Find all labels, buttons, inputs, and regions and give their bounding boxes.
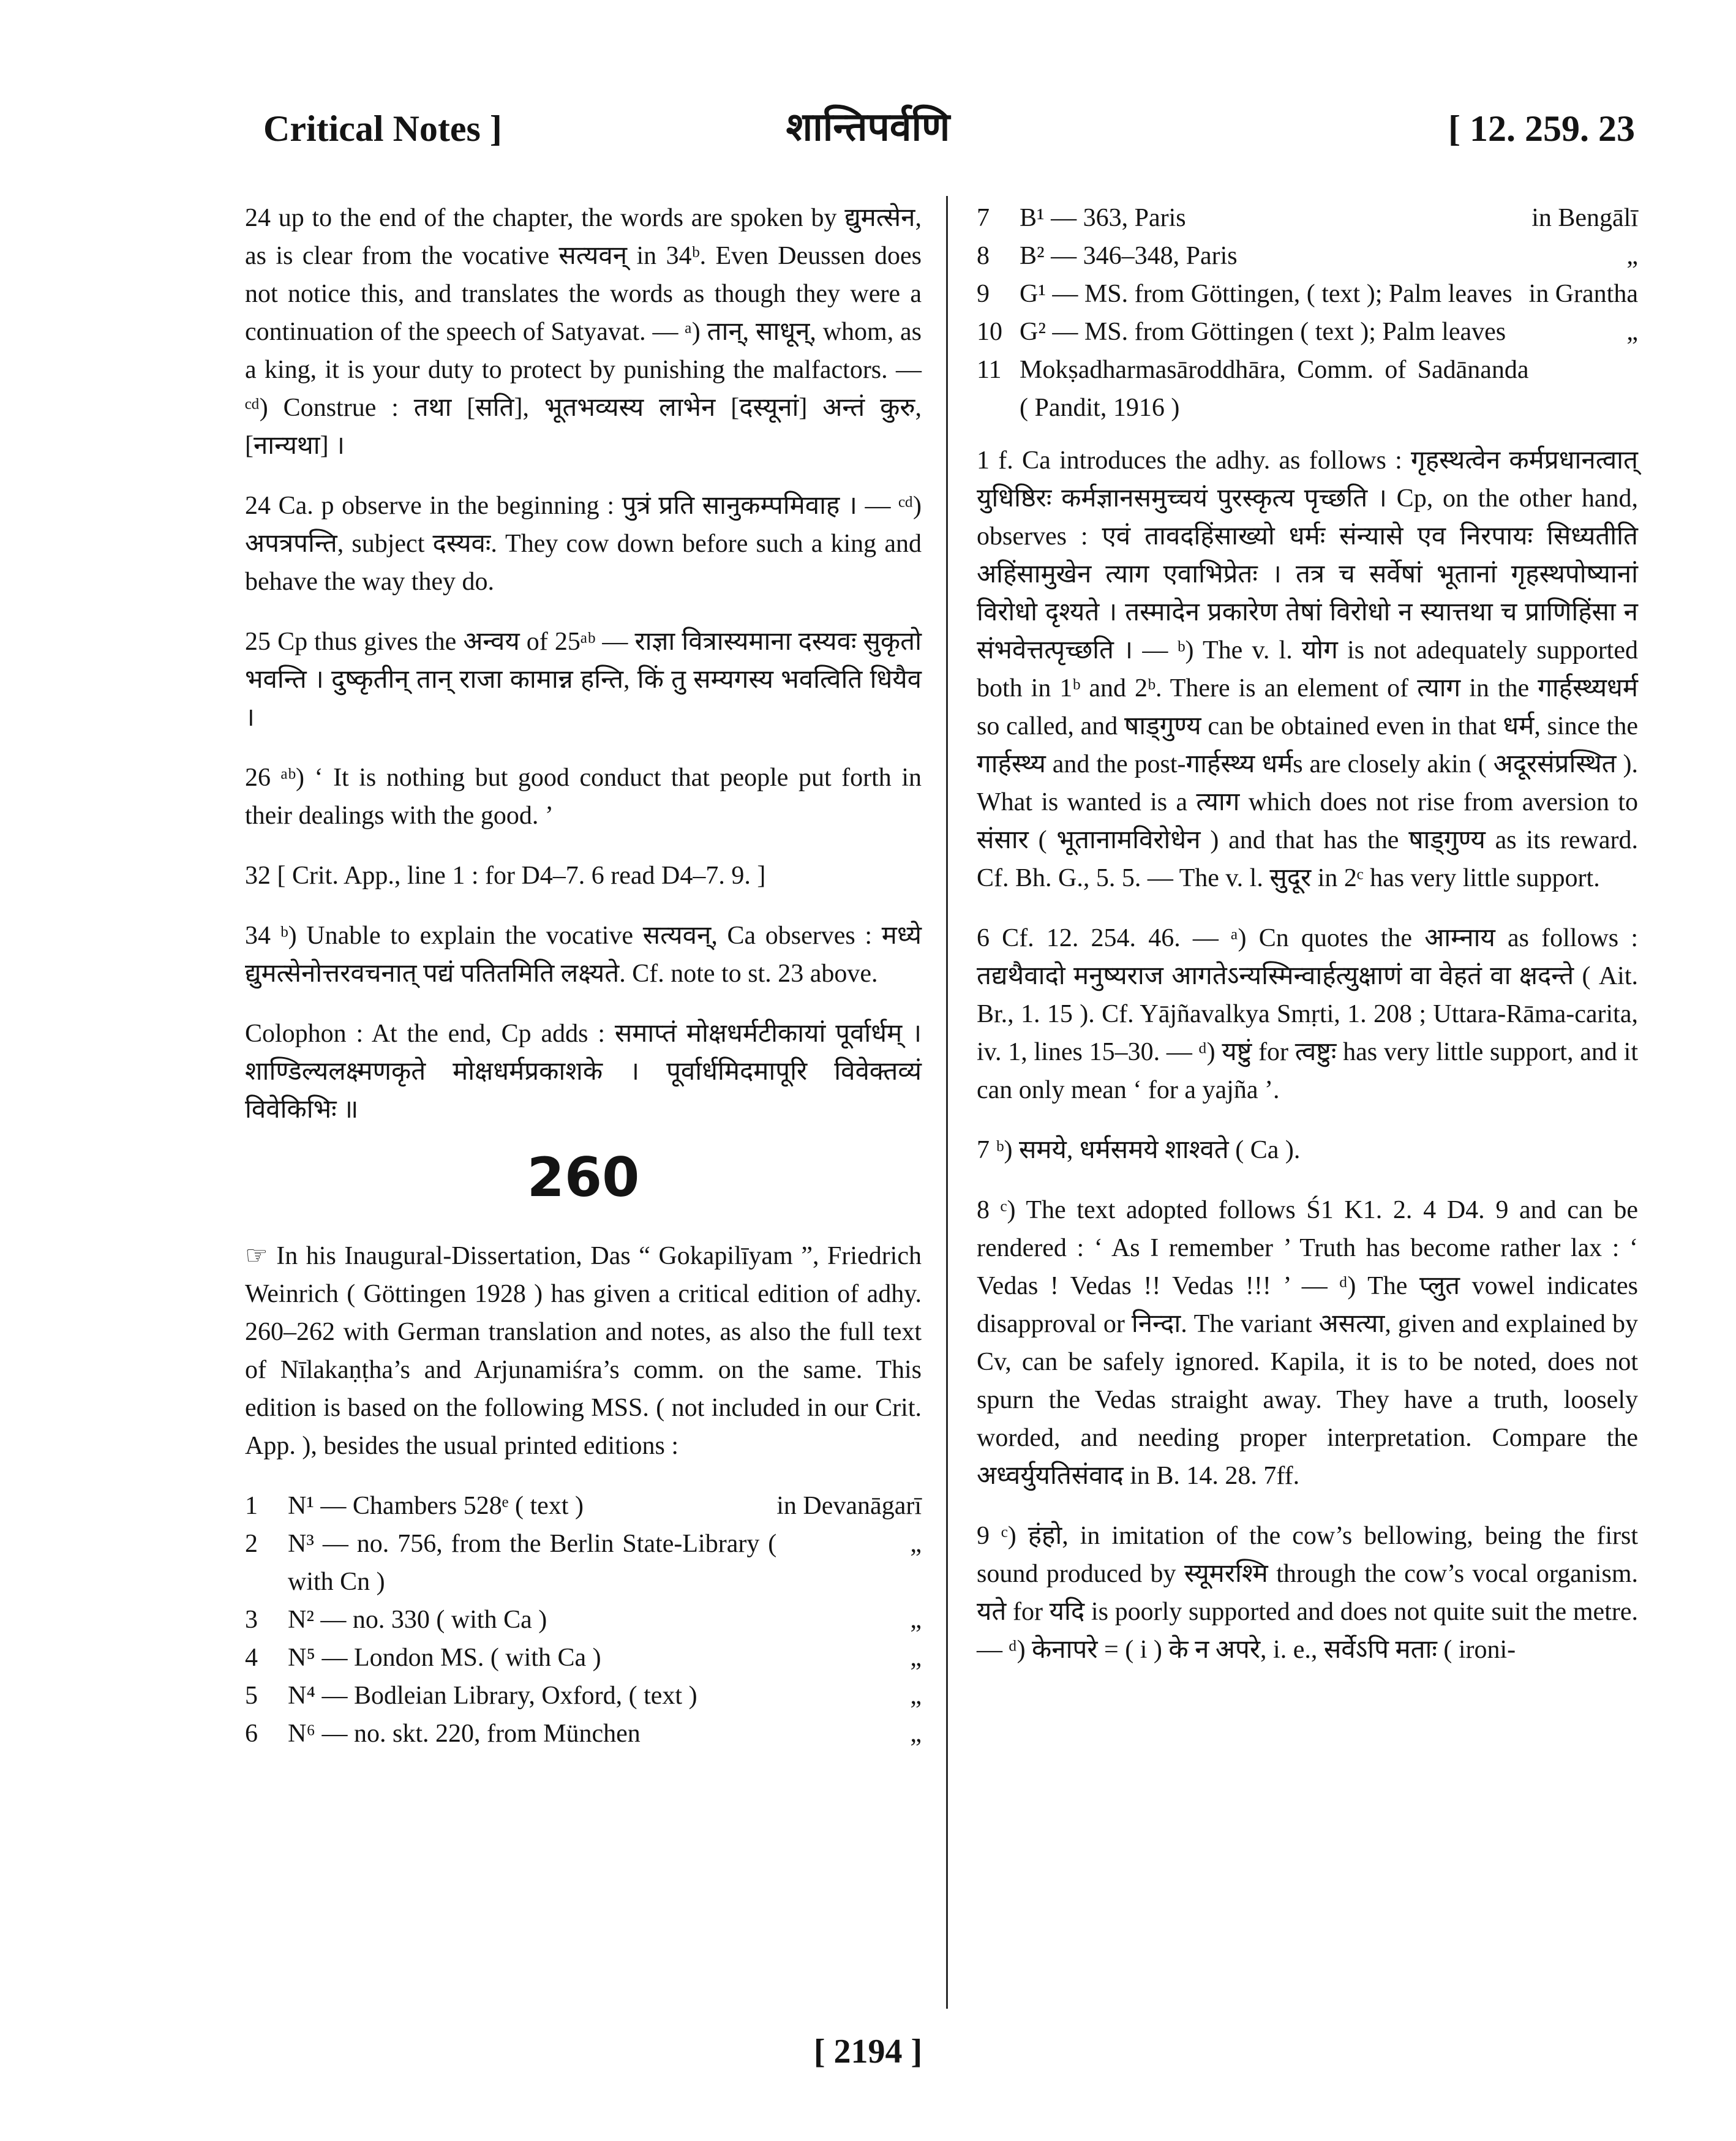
right-column — [977, 199, 1638, 1691]
column-divider — [946, 196, 948, 2009]
list-item: 3 N² — no. 330 ( with Ca ) „ — [245, 1606, 922, 1634]
note-paragraph: 32 [ Crit. App., line 1 : for D4–7. 6 read D4–7. 9. ] — [245, 862, 766, 890]
list-item: 11 Mokṣadharmasāroddhāra, Comm. of Sadānanda ( Pandit, 1916 ) — [977, 356, 1529, 422]
running-head-right: [ 12. 259. 23 — [1448, 108, 1635, 149]
pointing-hand-icon: ☞ — [245, 1240, 268, 1270]
list-item: 9 G¹ — MS. from Göttingen, ( text ); Palm leaves in Grantha — [977, 280, 1638, 308]
section-number: 260 — [527, 1146, 640, 1209]
note-paragraph: 25 Cp thus gives the अन्वय of 25ᵃᵇ — राज्ञा वित्रास्यमाना दस्यवः सुकृतो भवन्ति । दुष्कृतीन् तान् राजा कामान्न हन्ति, किं तु सम्यगस्य भवत्विति धियैव । — [245, 628, 922, 732]
list-item: 1 N¹ — Chambers 528ᵉ ( text ) in Devanāgarī — [245, 1492, 922, 1520]
left-column — [245, 199, 922, 1767]
list-item: 5 N⁴ — Bodleian Library, Oxford, ( text ) „ — [245, 1682, 922, 1710]
note-paragraph: 24 Ca. p observe in the beginning : पुत्रं प्रति सानुकम्पमिवाह । — ᶜᵈ) अपत्रपन्ति, subject दस्यवः. They cow down before such a king and behave the way they do. — [245, 492, 922, 596]
note-paragraph: 6 Cf. 12. 254. 46. — ᵃ) Cn quotes the आम्नाय as follows : तद्यथैवादो मनुष्यराज आगतेऽन्यस्मिन्वार्हत्युक्षाणं वा वेहतं वा क्षदन्ते ( Ait. Br., 1. 15 ). Cf. Yājñavalkya Smṛti, 1. 208 ; Uttara-Rāma-carita, iv. 1, lines 15–30. — ᵈ) यष्टुं for त्वष्टुः has very little support, and it can only mean ‘ for a yajña ’. — [977, 924, 1638, 1104]
note-paragraph: 1 f. Ca introduces the adhy. as follows : गृहस्थत्वेन कर्मप्रधानत्वात् युधिष्ठिरः कर्मज्ञानसमुच्चयं पुरस्कृत्य पृच्छति । Cp, on the other hand, observes : एवं तावदहिंसाख्यो धर्मः संन्यासे एव निरपायः सिध्यतीति अहिंसामुखेन त्याग एवाभिप्रेतः । तत्र च सर्वेषां भूतानां गृहस्थपोष्यानां विरोधो दृश्यते । तस्मादेन प्रकारेण तेषां विरोधो न स्यात्तथा च प्राणिहिंसा न संभवेत्तत्पृच्छति । — ᵇ) The v. l. योग is not adequately supported both in 1ᵇ and 2ᵇ. There is an element of त्याग in the गार्हस्थ्यधर्म so called, and षाड्गुण्य can be obtained even in that धर्म, since the गार्हस्थ्य and the post-गार्हस्थ्य धर्मs are closely akin ( अदूरसंप्रस्थित ). What is wanted is a त्याग which does not rise from aversion to संसार ( भूतानामविरोधेन ) and that has the षाड्गुण्य as its reward. Cf. Bh. G., 5. 5. — The v. l. सुदूर in 2ᶜ has very little support. — [977, 446, 1638, 892]
running-head-left: Critical Notes ] — [263, 108, 502, 149]
note-paragraph: 7 ᵇ) समये, धर्मसमये शाश्वते ( Ca ). — [977, 1136, 1301, 1164]
manuscript-list — [245, 1487, 922, 1753]
list-item: 10 G² — MS. from Göttingen ( text ); Palm leaves „ — [977, 318, 1638, 346]
list-item: 6 N⁶ — no. skt. 220, from München „ — [245, 1720, 922, 1748]
list-item: 2 N³ — no. 756, from the Berlin State-Library ( with Cn ) „ — [245, 1530, 922, 1596]
colophon-paragraph: Colophon : At the end, Cp adds : समाप्तं मोक्षधर्मटीकायां पूर्वार्धम् । शाण्डिल्यलक्ष्मणकृते मोक्षधर्मप्रकाशके । पूर्वार्धमिदमापूरि विवेक्तव्यं विवेकिभिः ॥ — [245, 1020, 922, 1124]
list-item: 7 B¹ — 363, Paris in Bengālī — [977, 204, 1638, 232]
running-head-center: शान्तिपर्वणि — [786, 105, 950, 150]
manuscript-list — [977, 199, 1638, 427]
intro-paragraph — [245, 1236, 922, 1465]
note-paragraph: 34 ᵇ) Unable to explain the vocative सत्यवन्, Ca observes : मध्ये द्युमत्सेनोत्तरवचनात् पद्यं पतितमिति लक्ष्यते. Cf. note to st. 23 above. — [245, 922, 922, 988]
note-paragraph: 24 up to the end of the chapter, the words are spoken by द्युमत्सेन, as is clear from the vocative सत्यवन् in 34ᵇ. Even Deussen does not notice this, and translates the words as though they were a continuation of the speech of Satyavat. — ᵃ) तान्, साधून्, whom, as a king, it is your duty to protect by punishing the malfactors. — ᶜᵈ) Construe : तथा [सति], भूतभव्यस्य लाभेन [दस्यूनां] अन्तं कुरु, [नान्यथा] । — [245, 204, 922, 460]
note-paragraph: 8 ᶜ) The text adopted follows Ś1 K1. 2. 4 D4. 9 and can be rendered : ‘ As I remember ’ Truth has become rather lax : ‘ Vedas ! Vedas !! Vedas !!! ’ — ᵈ) The प्लुत vowel indicates disapproval or निन्दा. The variant असत्या, given and explained by Cv, can be safely ignored. Kapila, it is to be noted, does not spurn the Vedas straight away. They have a truth, loosely worded, and needing proper interpretation. Compare the अध्वर्युयतिसंवाद in B. 14. 28. 7ff. — [977, 1196, 1638, 1490]
page-number: [ 2194 ] — [813, 2033, 923, 2071]
list-item: 8 B² — 346–348, Paris „ — [977, 242, 1638, 270]
note-paragraph: 9 ᶜ) हंहो, in imitation of the cow’s bellowing, being the first sound produced by स्यूमरश्मि through the cow’s vocal organism. यते for यदि is poorly supported and does not quite suit the metre. — ᵈ) केनापरे = ( i ) के न अपरे, i. e., सर्वेऽपि मताः ( ironi- — [977, 1522, 1638, 1664]
intro-text: In his Inaugural-Dissertation, Das “ Gokapilīyam ”, Friedrich Weinrich ( Göttingen 1928 ) has given a critical edition of adhy. 260–262 with German translation and notes, as also the full text of Nīlakaṇṭha’s and Arjunamiśra’s comm. on the same. This edition is based on the following MSS. ( not included in our Crit. App. ), besides the usual printed editions : — [245, 1242, 922, 1460]
note-paragraph: 26 ᵃᵇ) ‘ It is nothing but good conduct that people put forth in their dealings with the good. ’ — [245, 764, 922, 830]
list-item: 4 N⁵ — London MS. ( with Ca ) „ — [245, 1644, 922, 1672]
